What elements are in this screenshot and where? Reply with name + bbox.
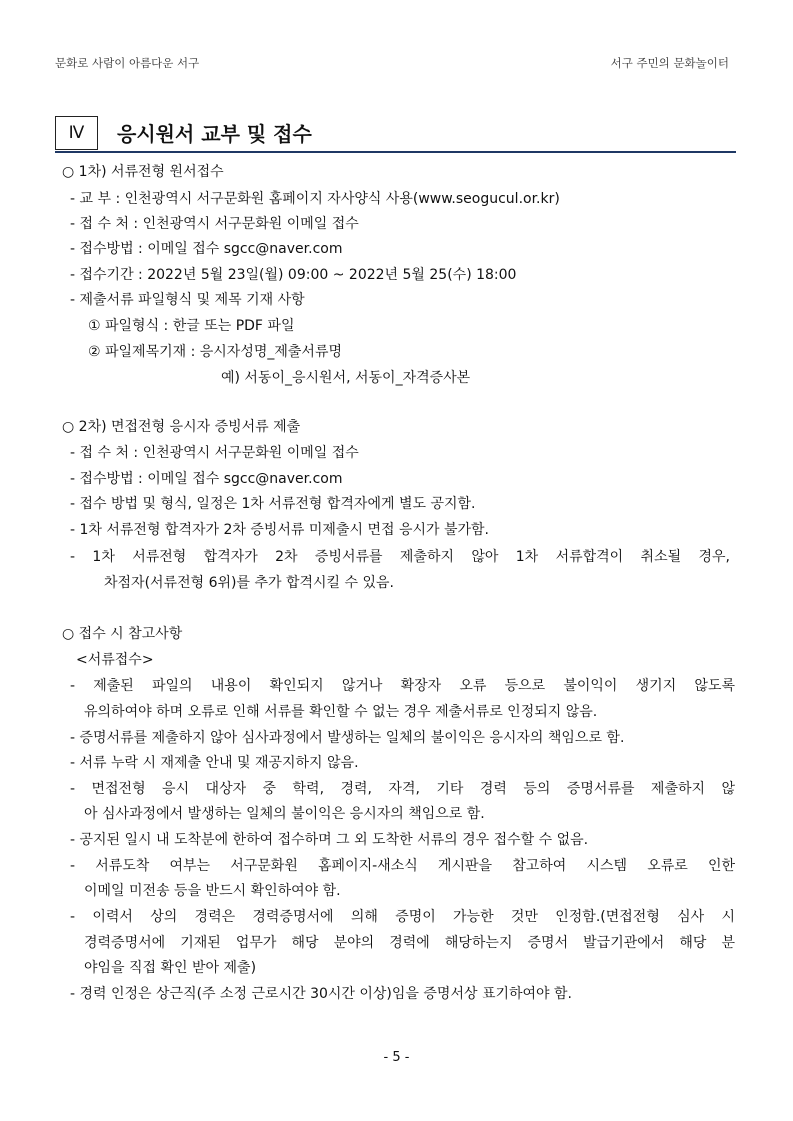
header-right-text: 서구 주민의 문화놀이터	[610, 56, 729, 70]
note-4-line1: - 면접전형 응시 대상자 중 학력, 경력, 자격, 기타 경력 등의 증명서류를 제출하지 않	[70, 781, 735, 797]
round1-item-method: - 접수방법 : 이메일 접수 sgcc@naver.com	[70, 241, 343, 257]
notes-title: ○ 접수 시 참고사항	[62, 626, 183, 642]
note-6-line2: 이메일 미전송 등을 반드시 확인하여야 함.	[84, 883, 341, 899]
round2-item-receiver: - 접 수 처 : 인천광역시 서구문화원 이메일 접수	[70, 445, 359, 461]
notes-subhead: <서류접수>	[76, 652, 154, 668]
round2-item-schedule: - 접수 방법 및 형식, 일정은 1차 서류전형 합격자에게 별도 공지함.	[70, 496, 476, 512]
note-1-line2: 유의하여야 하며 오류로 인해 서류를 확인할 수 없는 경우 제출서류로 인정되지 않음.	[84, 704, 598, 720]
round1-item-period: - 접수기간 : 2022년 5월 23일(월) 09:00 ~ 2022년 5월 25(수) 18:00	[70, 267, 517, 283]
note-4-line2: 아 심사과정에서 발생하는 일체의 불이익은 응시자의 책임으로 함.	[84, 806, 485, 822]
header-left-text: 문화로 사람이 아름다운 서구	[55, 56, 200, 70]
round1-item-distribution: - 교 부 : 인천광역시 서구문화원 홈페이지 자사양식 사용(www.seogucul.or.kr)	[70, 191, 560, 207]
round2-item-additional-pass-line2: 차점자(서류전형 6위)를 추가 합격시킬 수 있음.	[104, 575, 394, 591]
note-3: - 서류 누락 시 재제출 안내 및 재공지하지 않음.	[70, 755, 359, 771]
round1-item-documents: - 제출서류 파일형식 및 제목 기재 사항	[70, 292, 305, 308]
note-5: - 공지된 일시 내 도착분에 한하여 접수하며 그 외 도착한 서류의 경우 접수할 수 없음.	[70, 832, 589, 848]
round1-example: 예) 서동이_응시원서, 서동이_자격증사본	[221, 370, 471, 386]
note-8: - 경력 인정은 상근직(주 소정 근로시간 30시간 이상)임을 증명서상 표기하여야 함.	[70, 986, 572, 1002]
note-7-line3: 야임을 직접 확인 받아 제출)	[84, 960, 257, 976]
round1-title: ○ 1차) 서류전형 원서접수	[62, 164, 224, 180]
round2-item-additional-pass-line1: - 1차 서류전형 합격자가 2차 증빙서류를 제출하지 않아 1차 서류합격이 취소될 경우,	[70, 549, 730, 565]
round1-sub-file-title: ② 파일제목기재 : 응시자성명_제출서류명	[88, 344, 343, 360]
section-title: 응시원서 교부 및 접수	[117, 122, 312, 146]
round2-item-unavailable: - 1차 서류전형 합격자가 2차 증빙서류 미제출시 면접 응시가 불가함.	[70, 522, 489, 538]
page-number: - 5 -	[383, 1050, 410, 1065]
note-7-line1: - 이력서 상의 경력은 경력증명서에 의해 증명이 가능한 것만 인정함.(면접전형 심사 시	[70, 909, 735, 925]
round2-item-method: - 접수방법 : 이메일 접수 sgcc@naver.com	[70, 471, 343, 487]
round1-item-receiver: - 접 수 처 : 인천광역시 서구문화원 이메일 접수	[70, 216, 359, 232]
round1-sub-file-format: ① 파일형식 : 한글 또는 PDF 파일	[88, 318, 295, 334]
section-number-box: Ⅳ	[55, 116, 98, 150]
section-title-underline	[55, 151, 736, 153]
round2-title: ○ 2차) 면접전형 응시자 증빙서류 제출	[62, 419, 301, 435]
note-7-line2: 경력증명서에 기재된 업무가 해당 분야의 경력에 해당하는지 증명서 발급기관에서 해당 분	[84, 935, 735, 951]
note-6-line1: - 서류도착 여부는 서구문화원 홈페이지-새소식 게시판을 참고하여 시스템 오류로 인한	[70, 858, 735, 874]
note-2: - 증명서류를 제출하지 않아 심사과정에서 발생하는 일체의 불이익은 응시자의 책임으로 함.	[70, 730, 625, 746]
note-1-line1: - 제출된 파일의 내용이 확인되지 않거나 확장자 오류 등으로 불이익이 생기지 않도록	[70, 678, 735, 694]
